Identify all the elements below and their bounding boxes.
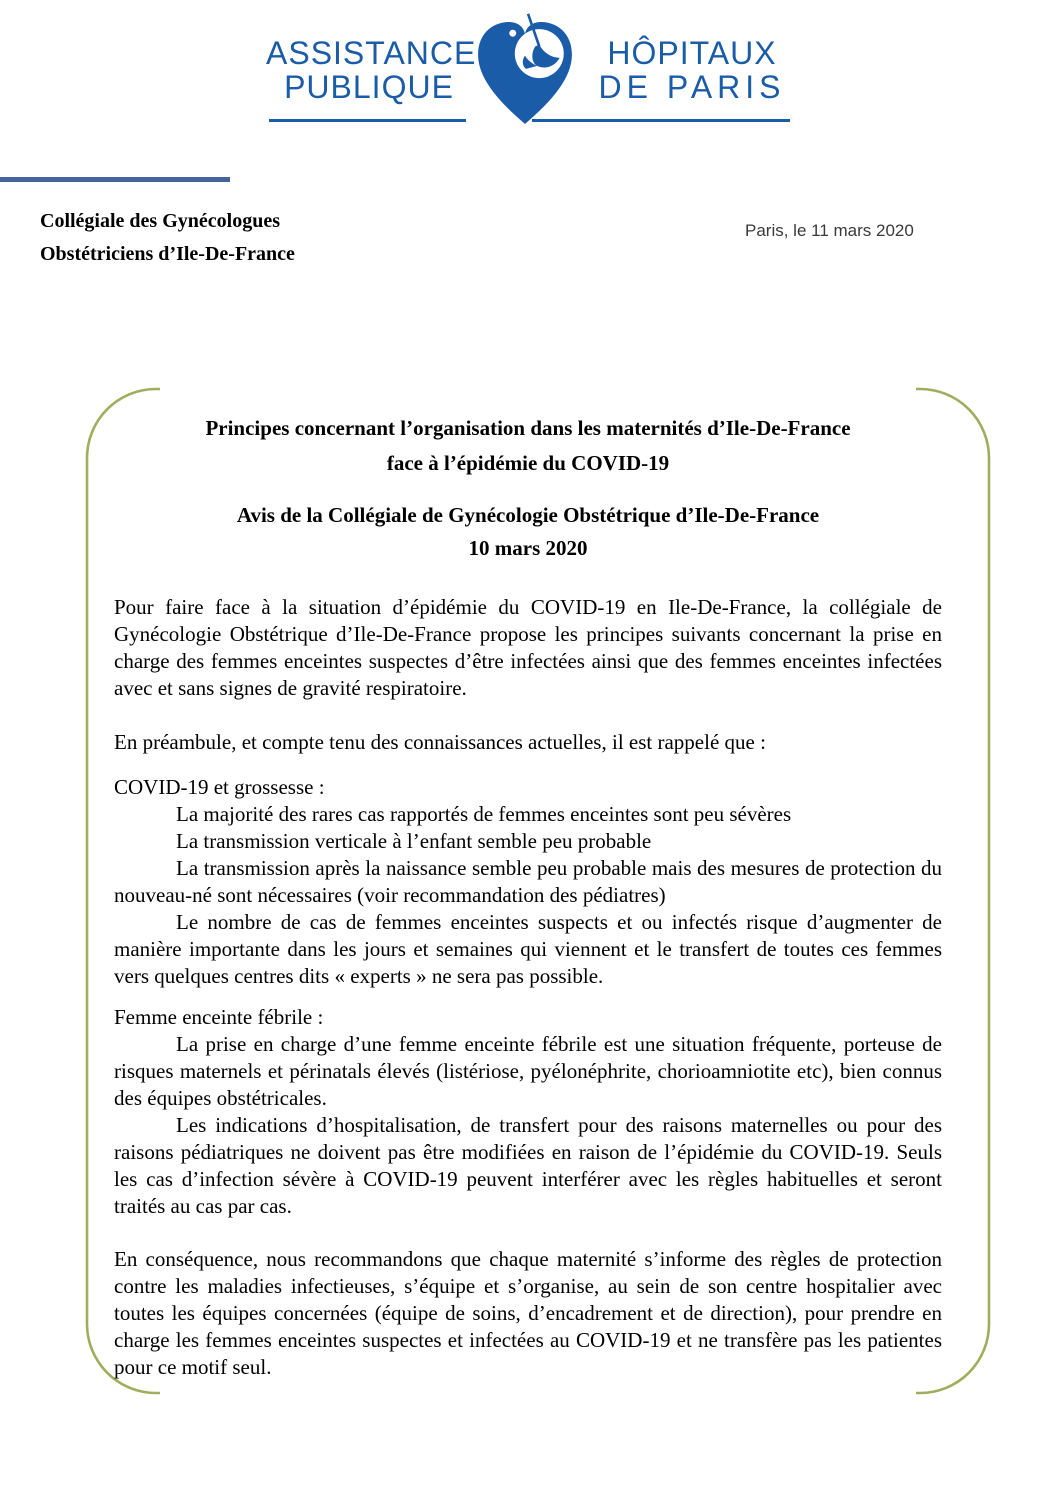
aphp-logo [0,0,1058,150]
notice-content [114,388,942,1381]
section-femme-enceinte-febrile: Femme enceinte fébrile : [114,1005,324,1029]
notice-subtitle: Avis de la Collégiale de Gynécologie Obstétrique d’Ile-De-France [236,503,820,527]
item-nombre-cas: Le nombre de cas de femmes enceintes suspects et ou infectés risque d’augmenter de manière importante dans les jours et semaines qui viennent et le transfert de toutes ces femmes vers quelques centres dits « experts » ne sera pas possible. [114,910,942,988]
paragraph-preambule: En préambule, et compte tenu des connaissances actuelles, il est rappelé que : [114,730,766,754]
header-blue-rule [0,177,230,182]
logo-publique-label: PUBLIQUE [284,69,454,105]
section-covid-grossesse: COVID-19 et grossesse : [114,775,325,799]
organization-name-line1: Collégiale des Gynécologues [40,210,280,232]
heart-notch-dot [509,30,516,37]
aphp-heart-bird-icon [474,14,576,132]
item-majorite-cas: La majorité des rares cas rapportés de femmes enceintes sont peu sévères [176,802,792,826]
item-indications-hospitalisation: Les indications d’hospitalisation, de transfert pour des raisons maternelles ou pour des raisons pédiatriques ne doivent pas être modifiées en raison de l’épidémie du COVID-19. Seuls les cas d’infection sévère à COVID-19 peuvent interférer avec les règles habituelles et seront traités au cas par cas. [114,1113,942,1218]
notice-title-line1: Principes concernant l’organisation dans les maternités d’Ile-De-France [205,416,851,440]
logo-assistance-label: ASSISTANCE [266,35,477,71]
logo-right-text [586,36,798,104]
logo-de-paris-label: DE PARIS [598,69,786,105]
organization-name-line2: Obstétriciens d’Ile-De-France [40,243,295,265]
logo-hopitaux-label: HÔPITAUX [607,35,777,71]
logo-underline-left [269,119,466,122]
notice-title-line2: face à l’épidémie du COVID-19 [386,451,670,475]
notice-subtitle-date: 10 mars 2020 [468,536,588,560]
logo-left-text [266,35,477,105]
paragraph-consequence: En conséquence, nous recommandons que chaque maternité s’informe des règles de protection contre les maladies infectieuses, s’équipe et s’organise, au sein de son centre hospitalier avec toutes les équipes concernées (équipe de soins, d’encadrement et de direction), pour prendre en charge les femmes enceintes suspectes et infectées au COVID-19 et ne transfère pas les patientes pour ce motif seul. [114,1247,942,1379]
logo-underline-right [532,119,790,122]
item-prise-en-charge: La prise en charge d’une femme enceinte fébrile est une situation fréquente, porteuse de risques maternels et périnatals élevés (listériose, pyélonéphrite, chorioamniotite etc), bien connus des équipes obstétricales. [114,1032,942,1110]
organization-name [40,205,295,271]
dateline: Paris, le 11 mars 2020 [745,221,914,240]
item-transmission-naissance: La transmission après la naissance semble peu probable mais des mesures de protection du nouveau-né sont nécessaires (voir recommandation des pédiatres) [114,856,942,907]
item-transmission-verticale: La transmission verticale à l’enfant semble peu probable [176,829,652,853]
paragraph-intro: Pour faire face à la situation d’épidémie du COVID-19 en Ile-De-France, la collégiale de Gynécologie Obstétrique d’Ile-De-France propose les principes suivants concernant la prise en charge des femmes enceintes suspectes d’être infectées ainsi que des femmes enceintes infectées avec et sans signes de gravité respiratoire. [114,595,942,700]
